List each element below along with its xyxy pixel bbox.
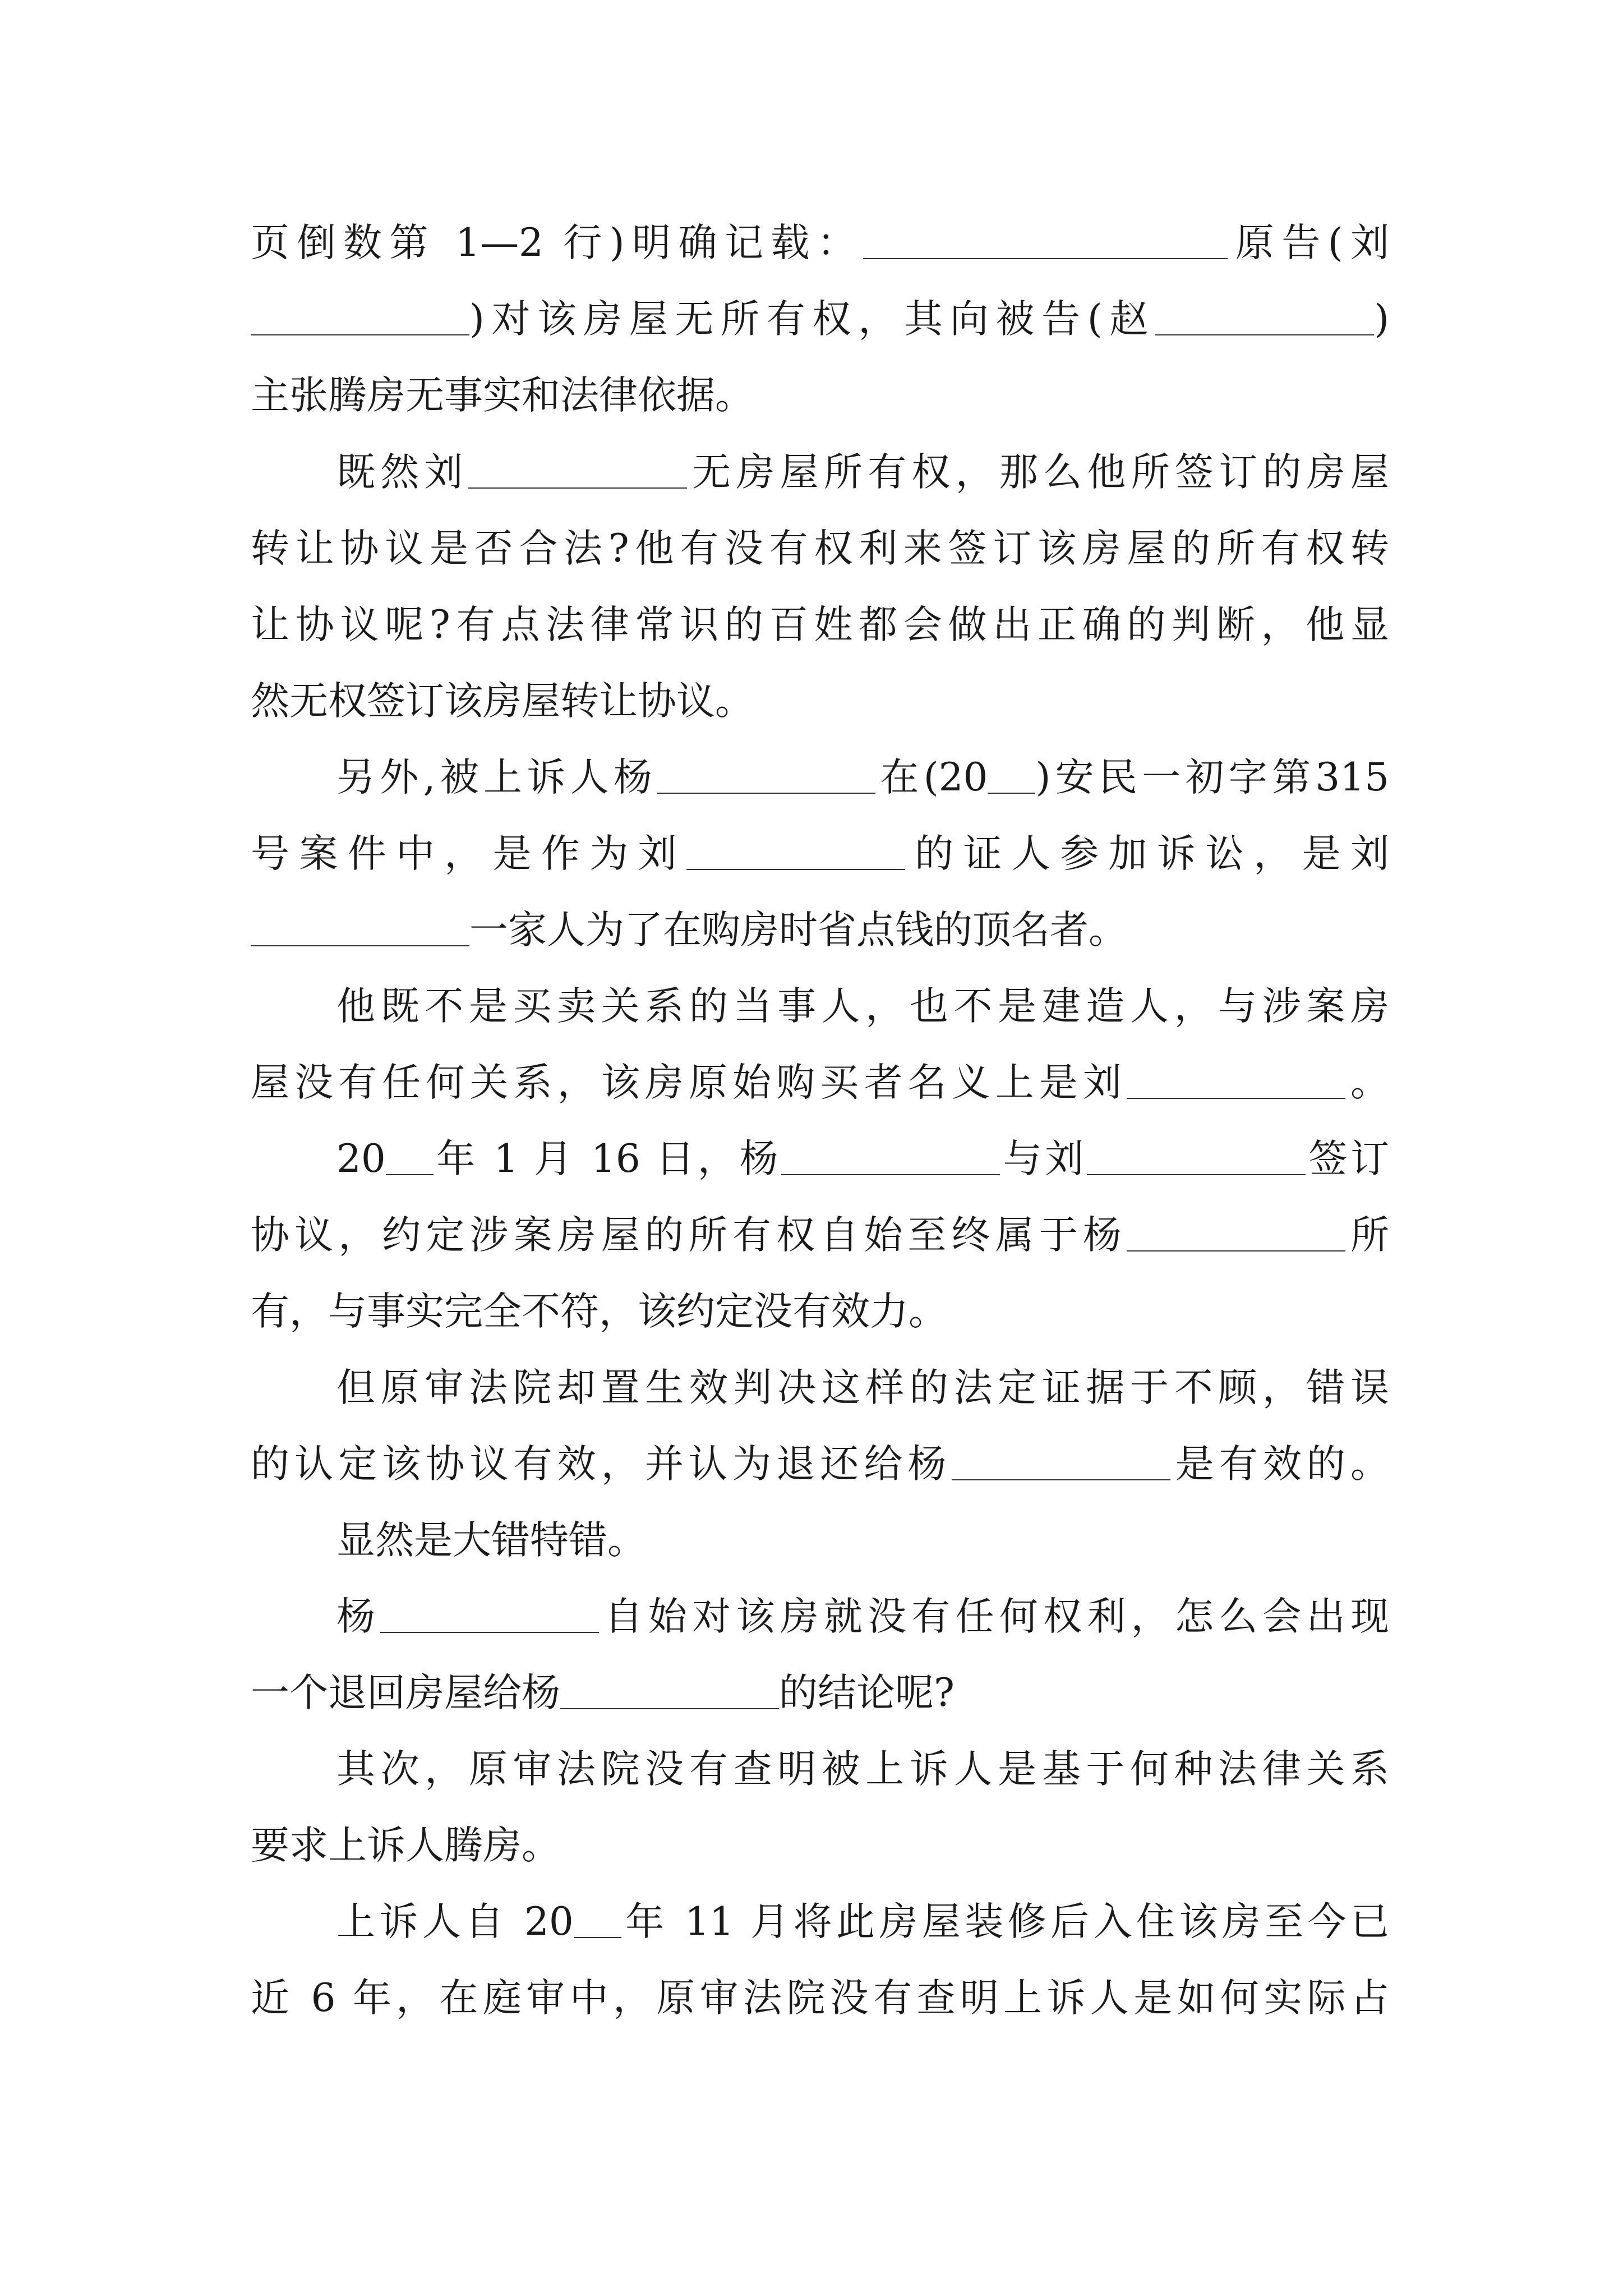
fill-blank xyxy=(1127,1217,1345,1251)
text-line-24: 近 6 年，在庭审中，原审法院没有查明上诉人是如何实际占 xyxy=(251,1976,1389,2021)
fill-blank xyxy=(657,759,875,794)
text-line-18: 显然是大错特错。 xyxy=(336,1518,646,1563)
text-line-6: 让协议呢?有点法律常识的百姓都会做出正确的判断，他显 xyxy=(251,602,1389,647)
fill-blank xyxy=(952,1446,1170,1480)
text-line-11: 他既不是买卖关系的当事人，也不是建造人，与涉案房 xyxy=(336,984,1389,1029)
fill-blank xyxy=(574,1903,621,1938)
text-line-23: 上诉人自 20 年 11 月将此房屋装修后入住该房至今已 xyxy=(336,1899,1389,1944)
text-line-13: 20 年 1 月 16 日，杨 与刘 签订 xyxy=(336,1137,1389,1181)
text-line-16: 但原审法院却置生效判决这样的法定证据于不顾，错误 xyxy=(336,1365,1389,1410)
text-line-9: 号案件中，是作为刘 的证人参加诉讼，是刘 xyxy=(251,831,1389,876)
fill-blank xyxy=(251,912,469,946)
text-line-7: 然无权签订该房屋转让协议。 xyxy=(251,679,754,724)
text-line-3: 主张腾房无事实和法律依据。 xyxy=(251,373,754,418)
text-line-20: 一个退回房屋给杨 的结论呢? xyxy=(251,1671,955,1715)
text-line-4: 既然刘 无房屋所有权，那么他所签订的房屋 xyxy=(336,450,1389,495)
text-line-1: 页倒数第 1—2 行)明确记载： 原告(刘 xyxy=(251,220,1389,265)
fill-blank xyxy=(1127,1064,1345,1099)
fill-blank xyxy=(560,1674,779,1709)
fill-blank xyxy=(863,224,1228,259)
fill-blank xyxy=(380,1598,599,1633)
text-line-19: 杨 自始对该房就没有任何权利，怎么会出现 xyxy=(336,1594,1389,1639)
fill-blank xyxy=(468,454,687,489)
text-line-12: 屋没有任何关系，该房原始购买者名义上是刘 。 xyxy=(251,1060,1389,1105)
text-line-21: 其次，原审法院没有查明被上诉人是基于何种法律关系 xyxy=(336,1747,1389,1792)
text-line-8: 另外,被上诉人杨 在(20 )安民一初字第315 xyxy=(336,755,1389,800)
text-line-10: 一家人为了在购房时省点钱的顶名者。 xyxy=(251,899,1389,961)
text-line-2: )对该房屋无所有权，其向被告(赵 ) xyxy=(251,288,1389,350)
text-line-17: 的认定该协议有效，并认为退还给杨 是有效的。 xyxy=(251,1442,1389,1487)
text-line-15: 有，与事实完全不符，该约定没有效力。 xyxy=(251,1289,947,1334)
fill-blank xyxy=(386,1140,434,1175)
fill-blank xyxy=(686,835,905,870)
fill-blank xyxy=(1087,1140,1306,1175)
fill-blank xyxy=(251,301,469,335)
fill-blank xyxy=(988,759,1035,794)
text-line-14: 协议，约定涉案房屋的所有权自始至终属于杨 所 xyxy=(251,1213,1389,1258)
text-line-22: 要求上诉人腾房。 xyxy=(251,1823,560,1868)
text-line-5: 转让协议是否合法?他有没有权利来签订该房屋的所有权转 xyxy=(251,526,1389,571)
fill-blank xyxy=(781,1140,1000,1175)
fill-blank xyxy=(1155,301,1374,335)
